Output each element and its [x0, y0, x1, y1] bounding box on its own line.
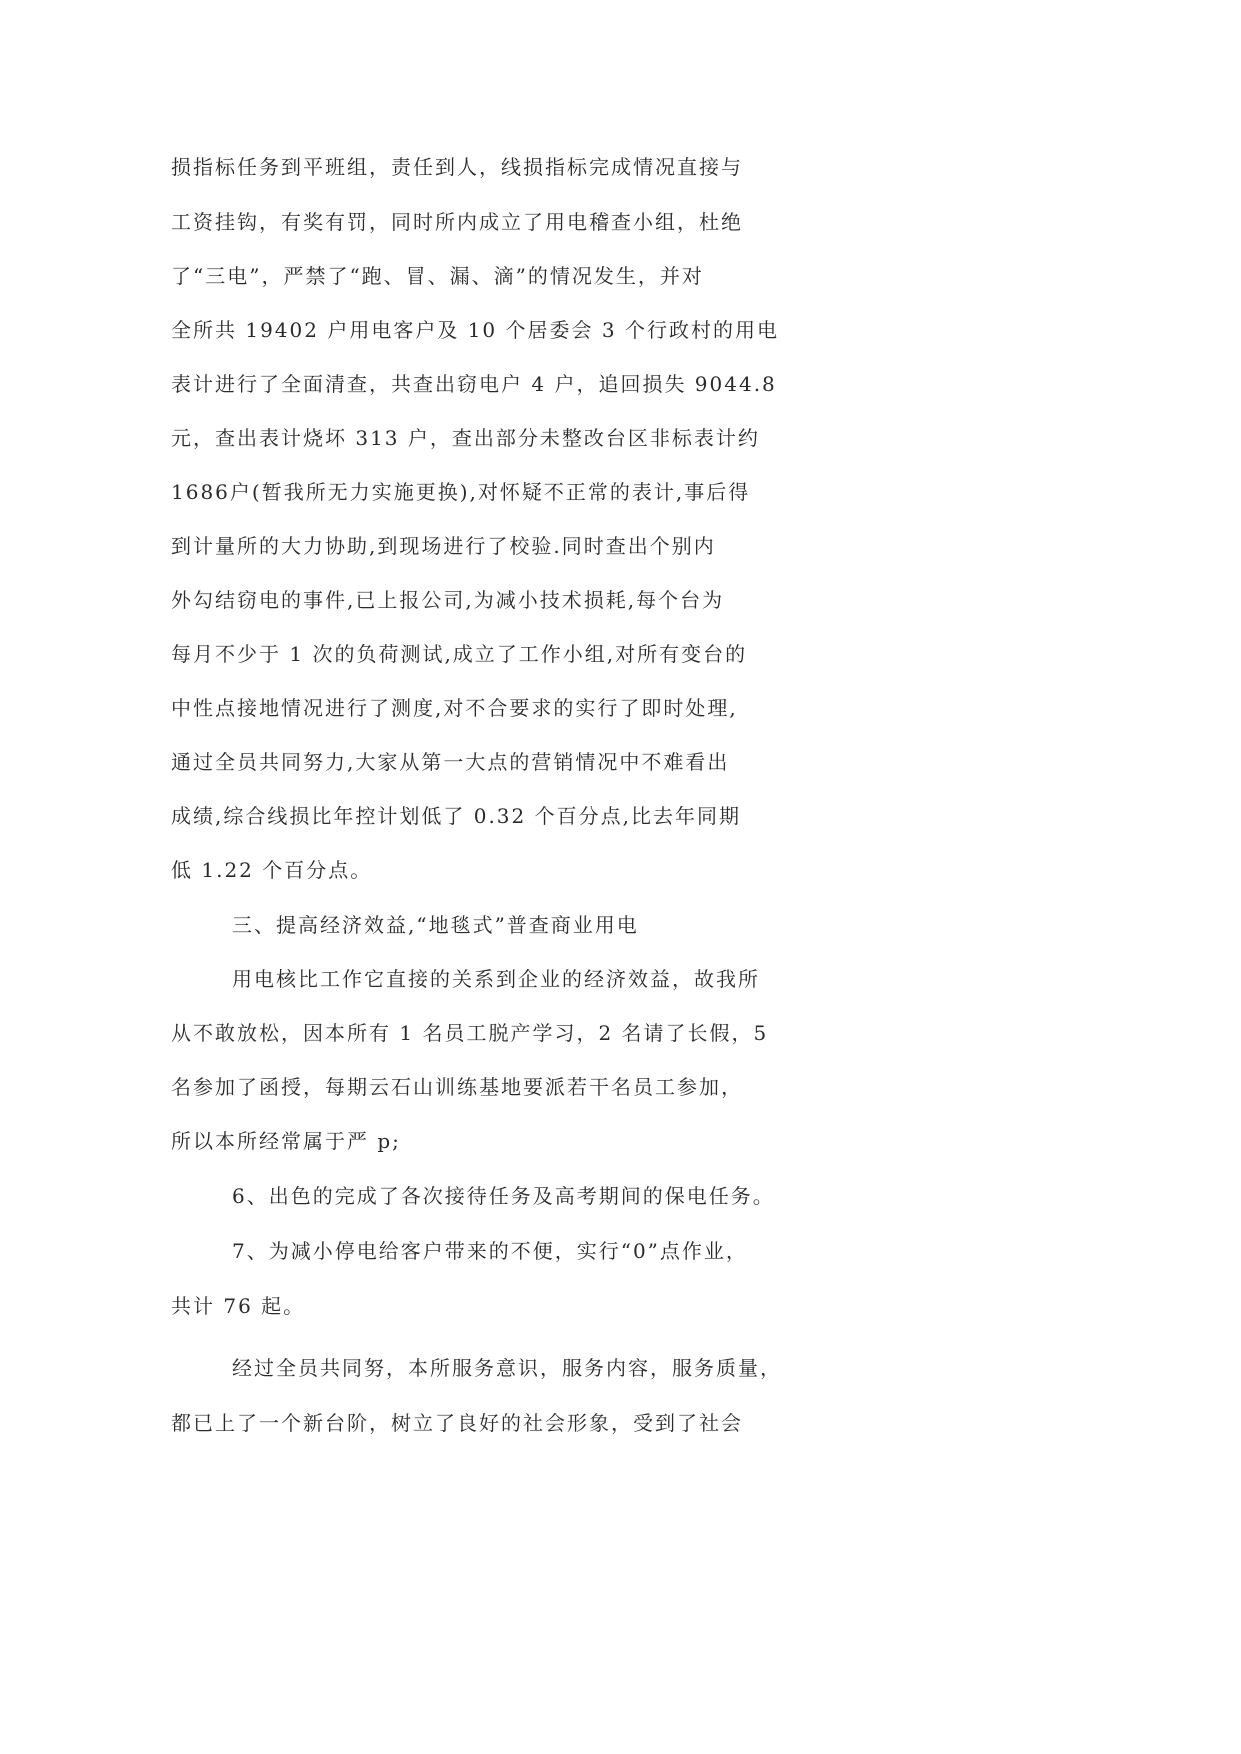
text-line: 全所共 19402 户用电客户及 10 个居委会 3 个行政村的用电: [171, 318, 779, 342]
text-line: 用电核比工作它直接的关系到企业的经济效益，故我所: [232, 967, 760, 991]
text-line: 所以本所经常属于严 p;: [171, 1129, 401, 1153]
section-heading: 三、提高经济效益,“地毯式”普查商业用电: [232, 913, 639, 937]
text-line: 低 1.22 个百分点。: [171, 858, 373, 882]
text-line: 都已上了一个新台阶，树立了良好的社会形象，受到了社会: [171, 1411, 743, 1435]
text-line: 元，查出表计烧坏 313 户，查出部分未整改台区非标表计约: [171, 426, 760, 450]
list-item: 6、出色的完成了各次接待任务及高考期间的保电任务。: [232, 1184, 775, 1208]
list-item: 7、为减小停电给客户带来的不便，实行“0”点作业，: [232, 1239, 748, 1263]
text-line: 经过全员共同努，本所服务意识，服务内容，服务质量，: [232, 1356, 782, 1380]
text-line: 共计 76 起。: [171, 1294, 306, 1318]
text-line: 损指标任务到平班组，责任到人，线损指标完成情况直接与: [171, 155, 743, 179]
text-line: 中性点接地情况进行了测度,对不合要求的实行了即时处理,: [171, 696, 738, 720]
text-line: 1686户(暂我所无力实施更换),对怀疑不正常的表计,事后得: [171, 480, 751, 504]
text-line: 通过全员共同努力,大家从第一大点的营销情况中不难看出: [171, 750, 730, 774]
text-line: 成绩,综合线损比年控计划低了 0.32 个百分点,比去年同期: [171, 804, 741, 828]
text-line: 到计量所的大力协助,到现场进行了校验.同时查出个别内: [171, 534, 716, 558]
text-line: 表计进行了全面清查，共查出窃电户 4 户，追回损失 9044.8: [171, 372, 777, 396]
text-line: 名参加了函授，每期云石山训练基地要派若干名员工参加，: [171, 1075, 743, 1099]
text-line: 了“三电”，严禁了“跑、冒、漏、滴”的情况发生，并对: [171, 264, 704, 288]
text-line: 外勾结窃电的事件,已上报公司,为减小技术损耗,每个台为: [171, 588, 725, 612]
text-line: 每月不少于 1 次的负荷测试,成立了工作小组,对所有变台的: [171, 642, 748, 666]
text-line: 工资挂钩，有奖有罚，同时所内成立了用电稽查小组，杜绝: [171, 210, 743, 234]
text-line: 从不敢放松，因本所有 1 名员工脱产学习，2 名请了长假，5: [171, 1021, 769, 1045]
